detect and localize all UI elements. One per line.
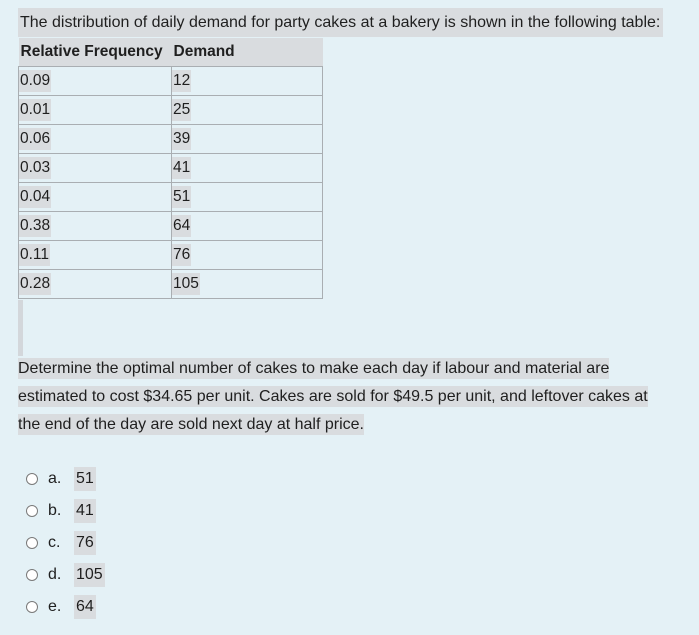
radio-button[interactable]	[26, 505, 38, 517]
frequency-cell	[19, 96, 172, 125]
option-b[interactable]	[26, 495, 105, 527]
demand-cell	[172, 154, 323, 183]
option-a[interactable]	[26, 463, 105, 495]
radio-button[interactable]	[26, 601, 38, 613]
option-value: 51	[74, 467, 96, 491]
frequency-value: 0.03	[19, 157, 51, 179]
frequency-cell	[19, 67, 172, 96]
option-d[interactable]	[26, 559, 105, 591]
header-relative-frequency: Relative Frequency	[19, 38, 172, 67]
frequency-cell	[19, 270, 172, 299]
table-header-row	[19, 38, 323, 67]
demand-value: 105	[172, 273, 200, 295]
demand-cell	[172, 67, 323, 96]
option-letter: c.	[48, 534, 61, 551]
frequency-cell	[19, 183, 172, 212]
table-row	[19, 154, 323, 183]
frequency-value: 0.38	[19, 215, 51, 237]
demand-cell	[172, 212, 323, 241]
option-c[interactable]	[26, 527, 105, 559]
frequency-value: 0.09	[19, 70, 51, 92]
demand-value: 12	[172, 70, 191, 92]
demand-value: 41	[172, 157, 191, 179]
demand-cell	[172, 183, 323, 212]
header-demand: Demand	[172, 38, 323, 67]
frequency-value: 0.11	[19, 244, 50, 266]
demand-cell	[172, 125, 323, 154]
intro-text: The distribution of daily demand for party cakes at a bakery is shown in the following table:	[18, 8, 663, 37]
table-row	[19, 183, 323, 212]
option-letter: e.	[48, 598, 62, 615]
option-letter: d.	[48, 566, 62, 583]
demand-value: 64	[172, 215, 191, 237]
table-row	[19, 125, 323, 154]
frequency-cell	[19, 241, 172, 270]
radio-button[interactable]	[26, 537, 38, 549]
table-row	[19, 96, 323, 125]
option-value: 64	[74, 595, 96, 619]
frequency-cell	[19, 154, 172, 183]
demand-cell	[172, 241, 323, 270]
demand-value: 76	[172, 244, 191, 266]
frequency-value: 0.04	[19, 186, 51, 208]
frequency-cell	[19, 212, 172, 241]
demand-cell	[172, 270, 323, 299]
divider-bar	[18, 300, 23, 356]
demand-value: 39	[172, 128, 191, 150]
demand-value: 51	[172, 186, 191, 208]
table-row	[19, 270, 323, 299]
frequency-value: 0.06	[19, 128, 51, 150]
table-row	[19, 241, 323, 270]
option-e[interactable]	[26, 591, 105, 623]
demand-cell	[172, 96, 323, 125]
question-highlight: Determine the optimal number of cakes to make each day if labour and material are estimated to cost $34.65 per unit. Cakes are sold for $49.5 per unit, and leftover cakes at the end of the day are sold next day at half price.	[18, 360, 648, 433]
table-row	[19, 67, 323, 96]
demand-distribution-table	[18, 38, 323, 299]
frequency-cell	[19, 125, 172, 154]
option-letter: a.	[48, 470, 62, 487]
option-value: 76	[74, 531, 96, 555]
radio-button[interactable]	[26, 569, 38, 581]
answer-options	[26, 463, 105, 623]
option-value: 41	[74, 499, 96, 523]
table-row	[19, 212, 323, 241]
option-letter: b.	[48, 502, 62, 519]
frequency-value: 0.01	[19, 99, 51, 121]
demand-value: 25	[172, 99, 191, 121]
frequency-value: 0.28	[19, 273, 51, 295]
option-value: 105	[74, 563, 105, 587]
radio-button[interactable]	[26, 473, 38, 485]
question-text	[18, 355, 658, 439]
